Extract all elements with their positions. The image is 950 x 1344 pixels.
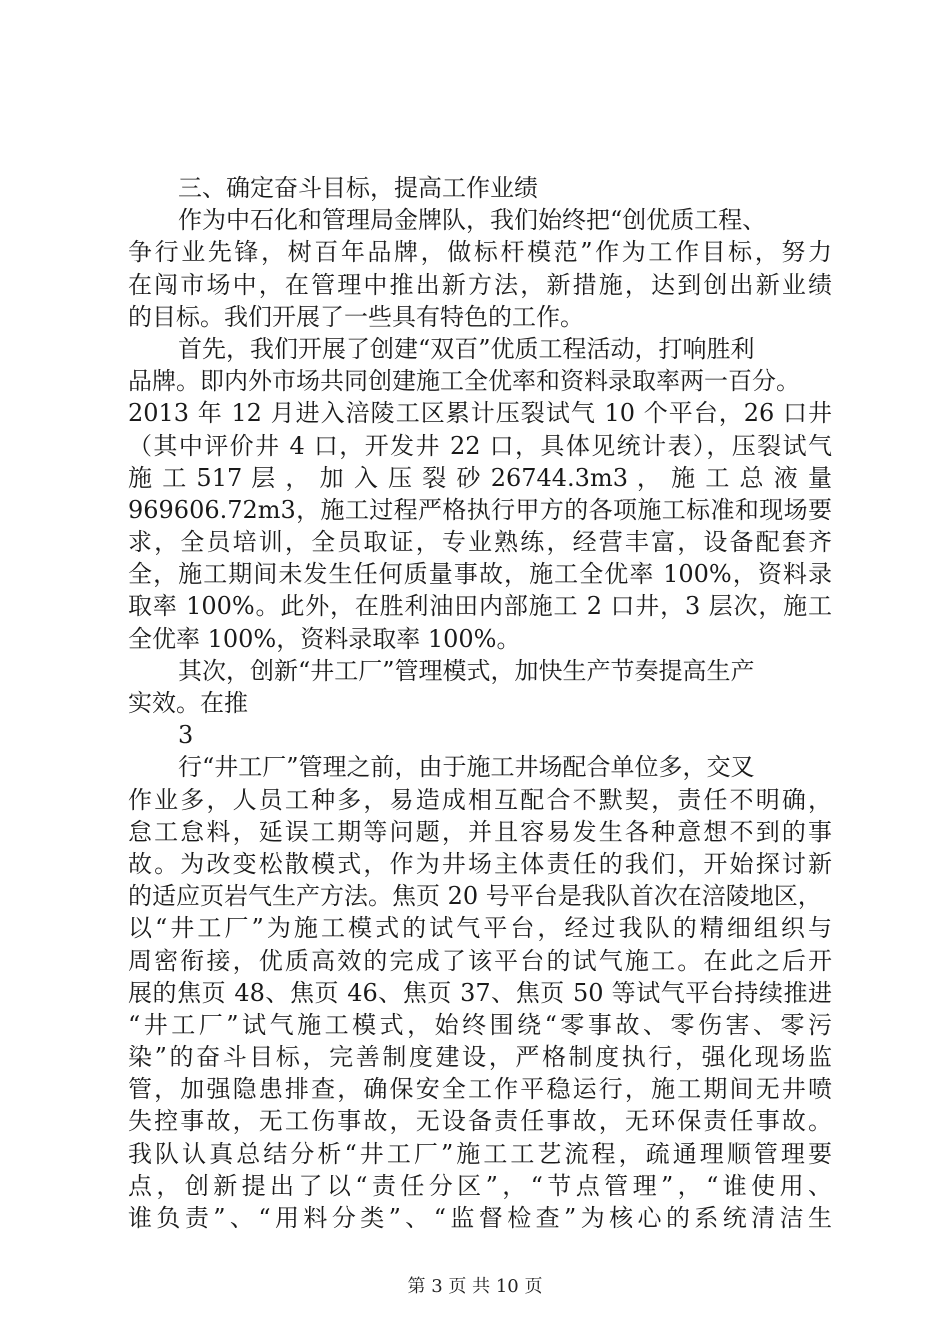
paragraph-line: 品牌。即内外市场共同创建施工全优率和资料录取率两一百分。 <box>128 367 800 396</box>
paragraph-line: 作为中石化和管理局金牌队，我们始终把“创优质工程、 <box>178 206 767 235</box>
paragraph-line: 故。为改变松散模式，作为井场主体责任的我们，开始探讨新 <box>128 849 832 878</box>
paragraph-line: 2013 年 12 月进入涪陵工区累计压裂试气 10 个平台，26 口井 <box>128 399 832 428</box>
page-footer: 第 3 页 共 10 页 <box>407 1276 543 1297</box>
paragraph-line: 怠工怠料，延误工期等问题，并且容易发生各种意想不到的事 <box>128 817 832 846</box>
paragraph-line: 染”的奋斗目标，完善制度建设，严格制度执行，强化现场监 <box>128 1043 832 1072</box>
paragraph-line: 全优率 100%，资料录取率 100%。 <box>128 624 521 653</box>
paragraph-line: 作业多，人员工种多，易造成相互配合不默契，责任不明确， <box>128 785 832 814</box>
paragraph-line: （其中评价井 4 口，开发井 22 口，具体见统计表），压裂试气 <box>128 431 832 460</box>
paragraph-line: 的目标。我们开展了一些具有特色的工作。 <box>128 302 584 331</box>
paragraph-line: 行“井工厂”管理之前，由于施工井场配合单位多，交叉 <box>178 753 755 782</box>
paragraph-line: 失控事故，无工伤事故，无设备责任事故，无环保责任事故。 <box>128 1107 832 1136</box>
paragraph-line: 谁负责”、“用料分类”、“监督检查”为核心的系统清洁生 <box>128 1204 832 1232</box>
paragraph-line: 展的焦页 48、焦页 46、焦页 37、焦页 50 等试气平台持续推进 <box>128 978 832 1007</box>
paragraph-line: 争行业先锋，树百年品牌，做标杆模范”作为工作目标，努力 <box>128 238 832 267</box>
paragraph-line: 管，加强隐患排查，确保安全工作平稳运行，施工期间无井喷 <box>128 1075 832 1104</box>
paragraph-line: 969606.72m3，施工过程严格执行甲方的各项施工标准和现场要 <box>128 495 832 524</box>
paragraph-line: 其次，创新“井工厂”管理模式，加快生产节奏提高生产 <box>178 656 755 685</box>
paragraph-line: 求，全员培训，全员取证，专业熟练，经营丰富，设备配套齐 <box>128 528 832 557</box>
paragraph-line: 我队认真总结分析“井工厂”施工工艺流程，疏通理顺管理要 <box>128 1139 832 1168</box>
section-heading: 三、确定奋斗目标，提高工作业绩 <box>178 174 538 202</box>
paragraph-line: 首先，我们开展了创建“双百”优质工程活动，打响胜利 <box>178 334 755 363</box>
paragraph-line: 周密衔接，优质高效的完成了该平台的试气施工。在此之后开 <box>128 946 832 975</box>
inline-page-number: 3 <box>178 721 194 750</box>
paragraph-line: 实效。在推 <box>128 689 248 717</box>
paragraph-line: 取率 100%。此外，在胜利油田内部施工 2 口井，3 层次，施工 <box>128 592 832 621</box>
paragraph-line: “井工厂”试气施工模式，始终围绕“零事故、零伤害、零污 <box>128 1010 832 1039</box>
paragraph-line: 的适应页岩气生产方法。焦页 20 号平台是我队首次在涪陵地区， <box>128 882 822 911</box>
paragraph-line: 全，施工期间未发生任何质量事故，施工全优率 100%，资料录 <box>128 560 832 589</box>
paragraph-line: 施 工 517 层 ， 加 入 压 裂 砂 26744.3m3 ， 施 工 总 液 量 <box>128 463 832 492</box>
paragraph-line: 点，创新提出了以“责任分区”，“节点管理”，“谁使用、 <box>128 1171 832 1200</box>
body-text <box>128 172 832 1234</box>
paragraph-line: 在闯市场中，在管理中推出新方法，新措施，达到创出新业绩 <box>128 270 832 299</box>
paragraph-line: 以“井工厂”为施工模式的试气平台，经过我队的精细组织与 <box>128 914 832 943</box>
